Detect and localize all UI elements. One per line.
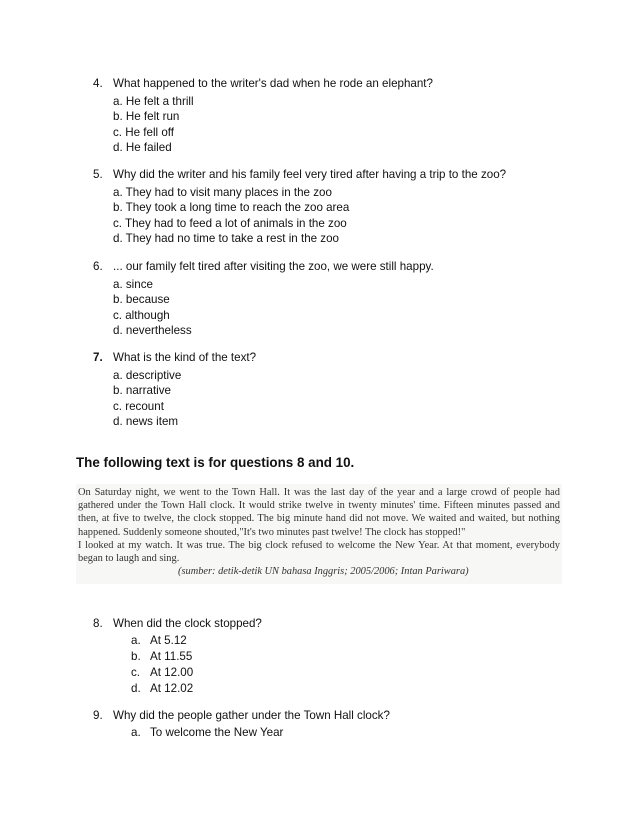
option-a: a. since [113,277,153,291]
option-d: d. He failed [113,141,172,154]
option-text: At 12.00 [150,666,194,679]
option-d: d. nevertheless [113,324,192,337]
option-b: b. narrative [113,384,171,397]
option-a: a. They had to visit many places in the zoo [113,185,332,199]
option-d: d. They had no time to take a rest in the zoo [113,232,339,245]
question-7 [93,350,256,430]
option-text: At 5.12 [150,634,187,647]
option-b: b. He felt run [113,110,180,123]
option-label: a. [131,726,141,739]
option-c [131,665,262,681]
question-8 [93,616,262,697]
option-list [131,725,390,741]
reading-passage [76,484,562,584]
question-number: 6. [93,260,103,273]
option-c: c. He fell off [113,125,175,139]
option-b [131,649,262,665]
option-a [131,725,390,741]
question-6 [93,259,434,339]
question-text: Why did the people gather under the Town Hall clock? [113,709,390,722]
section-heading: The following text is for questions 8 and 10. [76,455,355,470]
question-9 [93,708,390,741]
option-d [131,681,262,697]
option-label: d. [131,682,141,695]
option-text: To welcome the New Year [150,726,284,739]
option-text: At 11.55 [150,650,193,663]
option-a: a. He felt a thrill [113,94,194,108]
passage-source: (sumber: detik-detik UN bahasa Inggris; 2005/2006; Intan Pariwara) [178,566,469,578]
option-c: c. They had to feed a lot of animals in the zoo [113,216,347,230]
passage-paragraph-1: On Saturday night, we went to the Town Hall. It was the last day of the year and a large crowd of people had gathered under the Town Hall clock. It would strike twelve in twenty minutes' time. Fifteen minutes passed and then, at five to twelve, the clock stopped. The big minute hand did not move. We waited and waited, but nothing happened. Suddenly someone shouted,"It's two minutes past twelve! The clock has stopped!" [78,487,560,538]
option-label: a. [131,634,141,647]
option-list [131,633,262,697]
question-number: 5. [93,168,103,181]
question-5 [93,167,506,247]
option-b: b. They took a long time to reach the zoo area [113,201,350,214]
question-number: 7. [93,351,103,364]
question-4 [93,76,433,156]
question-text: When did the clock stopped? [113,617,262,630]
option-list [113,277,434,339]
option-list [113,185,506,247]
question-text: Why did the writer and his family feel very tired after having a trip to the zoo? [113,168,507,181]
option-label: c. [131,666,141,679]
option-list [113,368,256,430]
question-text: ... our family felt tired after visiting the zoo, we were still happy. [113,260,434,273]
option-text: At 12.02 [150,682,194,695]
option-b: b. because [113,293,170,306]
option-c: c. recount [113,399,164,413]
option-a: a. descriptive [113,368,182,382]
option-list [113,94,433,156]
passage-paragraph-2: I looked at my watch. It was true. The big clock refused to welcome the New Year. At that moment, everybody began to laugh and sing. [78,539,560,565]
question-number: 8. [93,617,103,630]
question-text: What happened to the writer's dad when he rode an elephant? [113,77,433,90]
option-c: c. although [113,308,170,322]
question-number: 9. [93,709,103,722]
option-a [131,633,262,649]
option-d: d. news item [113,415,179,428]
option-label: b. [131,650,141,663]
question-number: 4. [93,77,103,90]
question-text: What is the kind of the text? [113,351,257,364]
